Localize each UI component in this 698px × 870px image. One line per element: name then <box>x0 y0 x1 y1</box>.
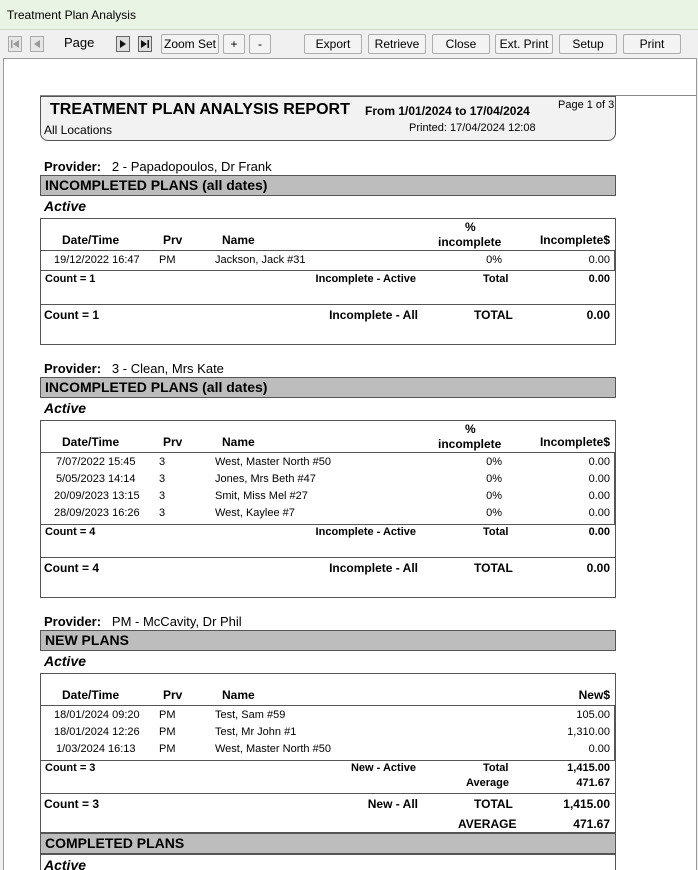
row-amount: 105.00 <box>576 709 610 721</box>
row-name: Smit, Miss Mel #27 <box>215 490 308 502</box>
row-amount: 0.00 <box>588 507 610 519</box>
grand-label: Incomplete - All <box>329 308 418 322</box>
row-amount: 0.00 <box>588 490 610 502</box>
active-label: Active <box>44 400 87 416</box>
print-button[interactable]: Print <box>623 34 681 54</box>
provider-heading: Provider: PM - McCavity, Dr Phil <box>44 614 242 629</box>
row-name: West, Kaylee #7 <box>215 507 295 519</box>
row-datetime: 20/09/2023 13:15 <box>54 490 140 502</box>
col-header-pct: incomplete <box>438 235 502 249</box>
printed-timestamp: Printed: 17/04/2024 12:08 <box>409 122 536 134</box>
report-viewport[interactable] <box>3 58 697 870</box>
date-range: From 1/01/2024 to 17/04/2024 <box>365 104 530 118</box>
grand-total-label: TOTAL <box>474 797 513 811</box>
table-edge <box>614 250 615 270</box>
table-edge <box>614 452 615 524</box>
toolbar <box>0 30 698 58</box>
row-pct: 0% <box>486 490 502 502</box>
grand-count: Count = 1 <box>44 308 100 322</box>
col-header-datetime: Date/Time <box>62 688 120 702</box>
grand-total: 1,415.00 <box>563 797 610 811</box>
next-page-icon <box>118 39 128 49</box>
row-name: West, Master North #50 <box>215 456 331 468</box>
col-header-prv: Prv <box>163 435 183 449</box>
col-header-amount: Incomplete$ <box>539 233 610 247</box>
zoom-in-button[interactable]: + <box>223 34 245 54</box>
row-name: West, Master North #50 <box>215 743 331 755</box>
row-prv: PM <box>159 254 176 266</box>
col-header-amount: Incomplete$ <box>539 435 610 449</box>
previous-page-button[interactable] <box>30 36 44 52</box>
first-page-button[interactable] <box>8 36 22 52</box>
grand-total-label: TOTAL <box>474 561 513 575</box>
active-label: Active <box>44 857 87 870</box>
col-header-name: Name <box>222 435 255 449</box>
table-box <box>40 854 616 870</box>
row-amount: 0.00 <box>588 473 610 485</box>
subtotal-total-label: Total <box>483 273 509 285</box>
grand-count: Count = 4 <box>44 561 100 575</box>
row-prv: 3 <box>159 507 166 519</box>
next-page-button[interactable] <box>116 36 130 52</box>
row-name: Jackson, Jack #31 <box>215 254 306 266</box>
title-bar <box>0 0 698 30</box>
col-header-datetime: Date/Time <box>62 435 120 449</box>
row-datetime: 19/12/2022 16:47 <box>54 254 140 266</box>
ext-print-button[interactable]: Ext. Print <box>495 34 553 54</box>
previous-page-icon <box>32 39 42 49</box>
col-header-name: Name <box>222 233 255 247</box>
row-datetime: 5/05/2023 14:14 <box>56 473 136 485</box>
row-name: Test, Sam #59 <box>215 709 286 721</box>
col-header-datetime: Date/Time <box>62 233 120 247</box>
export-button[interactable]: Export <box>304 34 362 54</box>
last-page-button[interactable] <box>138 36 152 52</box>
row-pct: 0% <box>486 254 502 266</box>
col-header-pct-symbol: % <box>465 220 476 234</box>
first-page-icon <box>10 39 20 49</box>
section-band: INCOMPLETED PLANS (all dates) <box>40 175 616 196</box>
row-name: Jones, Mrs Beth #47 <box>215 473 316 485</box>
section-band: NEW PLANS <box>40 630 616 651</box>
last-page-icon <box>140 39 150 49</box>
subtotal-count: Count = 1 <box>45 273 96 285</box>
grand-average: 471.67 <box>573 817 610 831</box>
page-info: Page 1 of 3 <box>558 99 615 111</box>
close-button[interactable]: Close <box>432 34 490 54</box>
row-pct: 0% <box>486 456 502 468</box>
window-title: Treatment Plan Analysis <box>7 8 136 22</box>
row-prv: 3 <box>159 490 166 502</box>
row-amount: 1,310.00 <box>567 726 610 738</box>
subtotal-count: Count = 4 <box>45 526 96 538</box>
page-label: Page <box>64 35 95 50</box>
row-name: Test, Mr John #1 <box>215 726 297 738</box>
retrieve-button[interactable]: Retrieve <box>368 34 426 54</box>
section-band: INCOMPLETED PLANS (all dates) <box>40 377 616 398</box>
subtotal-label: Incomplete - Active <box>315 526 416 538</box>
subtotal-total-label: Total <box>483 762 509 774</box>
grand-total-label: TOTAL <box>474 308 513 322</box>
col-header-pct: incomplete <box>438 437 502 451</box>
row-prv: PM <box>159 709 176 721</box>
report-title: TREATMENT PLAN ANALYSIS REPORT <box>50 101 350 118</box>
row-prv: PM <box>159 743 176 755</box>
row-amount: 0.00 <box>588 456 610 468</box>
col-header-prv: Prv <box>163 688 183 702</box>
subtotal-average-label: Average <box>466 777 510 789</box>
header-divider <box>40 705 616 706</box>
locations-label: All Locations <box>44 123 113 137</box>
row-pct: 0% <box>486 507 502 519</box>
grand-total: 0.00 <box>586 308 610 322</box>
subtotal-label: New - Active <box>350 762 416 774</box>
grand-count: Count = 3 <box>44 797 100 811</box>
section-band: COMPLETED PLANS <box>40 833 616 854</box>
provider-heading: Provider: 2 - Papadopoulos, Dr Frank <box>44 159 272 174</box>
grand-total: 0.00 <box>586 561 610 575</box>
row-prv: PM <box>159 726 176 738</box>
active-label: Active <box>44 653 87 669</box>
active-label: Active <box>44 198 87 214</box>
row-datetime: 1/03/2024 16:13 <box>56 743 136 755</box>
col-header-name: Name <box>222 688 255 702</box>
grand-label: New - All <box>367 797 418 811</box>
row-datetime: 28/09/2023 16:26 <box>54 507 140 519</box>
row-amount: 0.00 <box>588 254 610 266</box>
subtotal-total: 0.00 <box>588 526 610 538</box>
grand-label: Incomplete - All <box>329 561 418 575</box>
header-divider <box>40 452 616 453</box>
header-divider <box>40 250 616 251</box>
subtotal-label: Incomplete - Active <box>315 273 416 285</box>
zoom-out-button[interactable]: - <box>249 34 271 54</box>
row-amount: 0.00 <box>588 743 610 755</box>
subtotal-total: 1,415.00 <box>567 762 610 774</box>
row-prv: 3 <box>159 473 166 485</box>
provider-heading: Provider: 3 - Clean, Mrs Kate <box>44 361 224 376</box>
col-header-pct-symbol: % <box>465 422 476 436</box>
subtotal-total-label: Total <box>483 526 509 538</box>
row-pct: 0% <box>486 473 502 485</box>
subtotal-count: Count = 3 <box>45 762 96 774</box>
col-header-amount: New$ <box>578 688 610 702</box>
subtotal-average: 471.67 <box>576 777 610 789</box>
setup-button[interactable]: Setup <box>559 34 617 54</box>
table-edge <box>614 705 615 760</box>
subtotal-total: 0.00 <box>588 273 610 285</box>
grand-average-label: AVERAGE <box>458 817 517 831</box>
col-header-prv: Prv <box>163 233 183 247</box>
zoom-set-button[interactable]: Zoom Set <box>161 34 219 54</box>
row-datetime: 7/07/2022 15:45 <box>56 456 136 468</box>
row-datetime: 18/01/2024 12:26 <box>54 726 140 738</box>
row-prv: 3 <box>159 456 166 468</box>
row-datetime: 18/01/2024 09:20 <box>54 709 140 721</box>
